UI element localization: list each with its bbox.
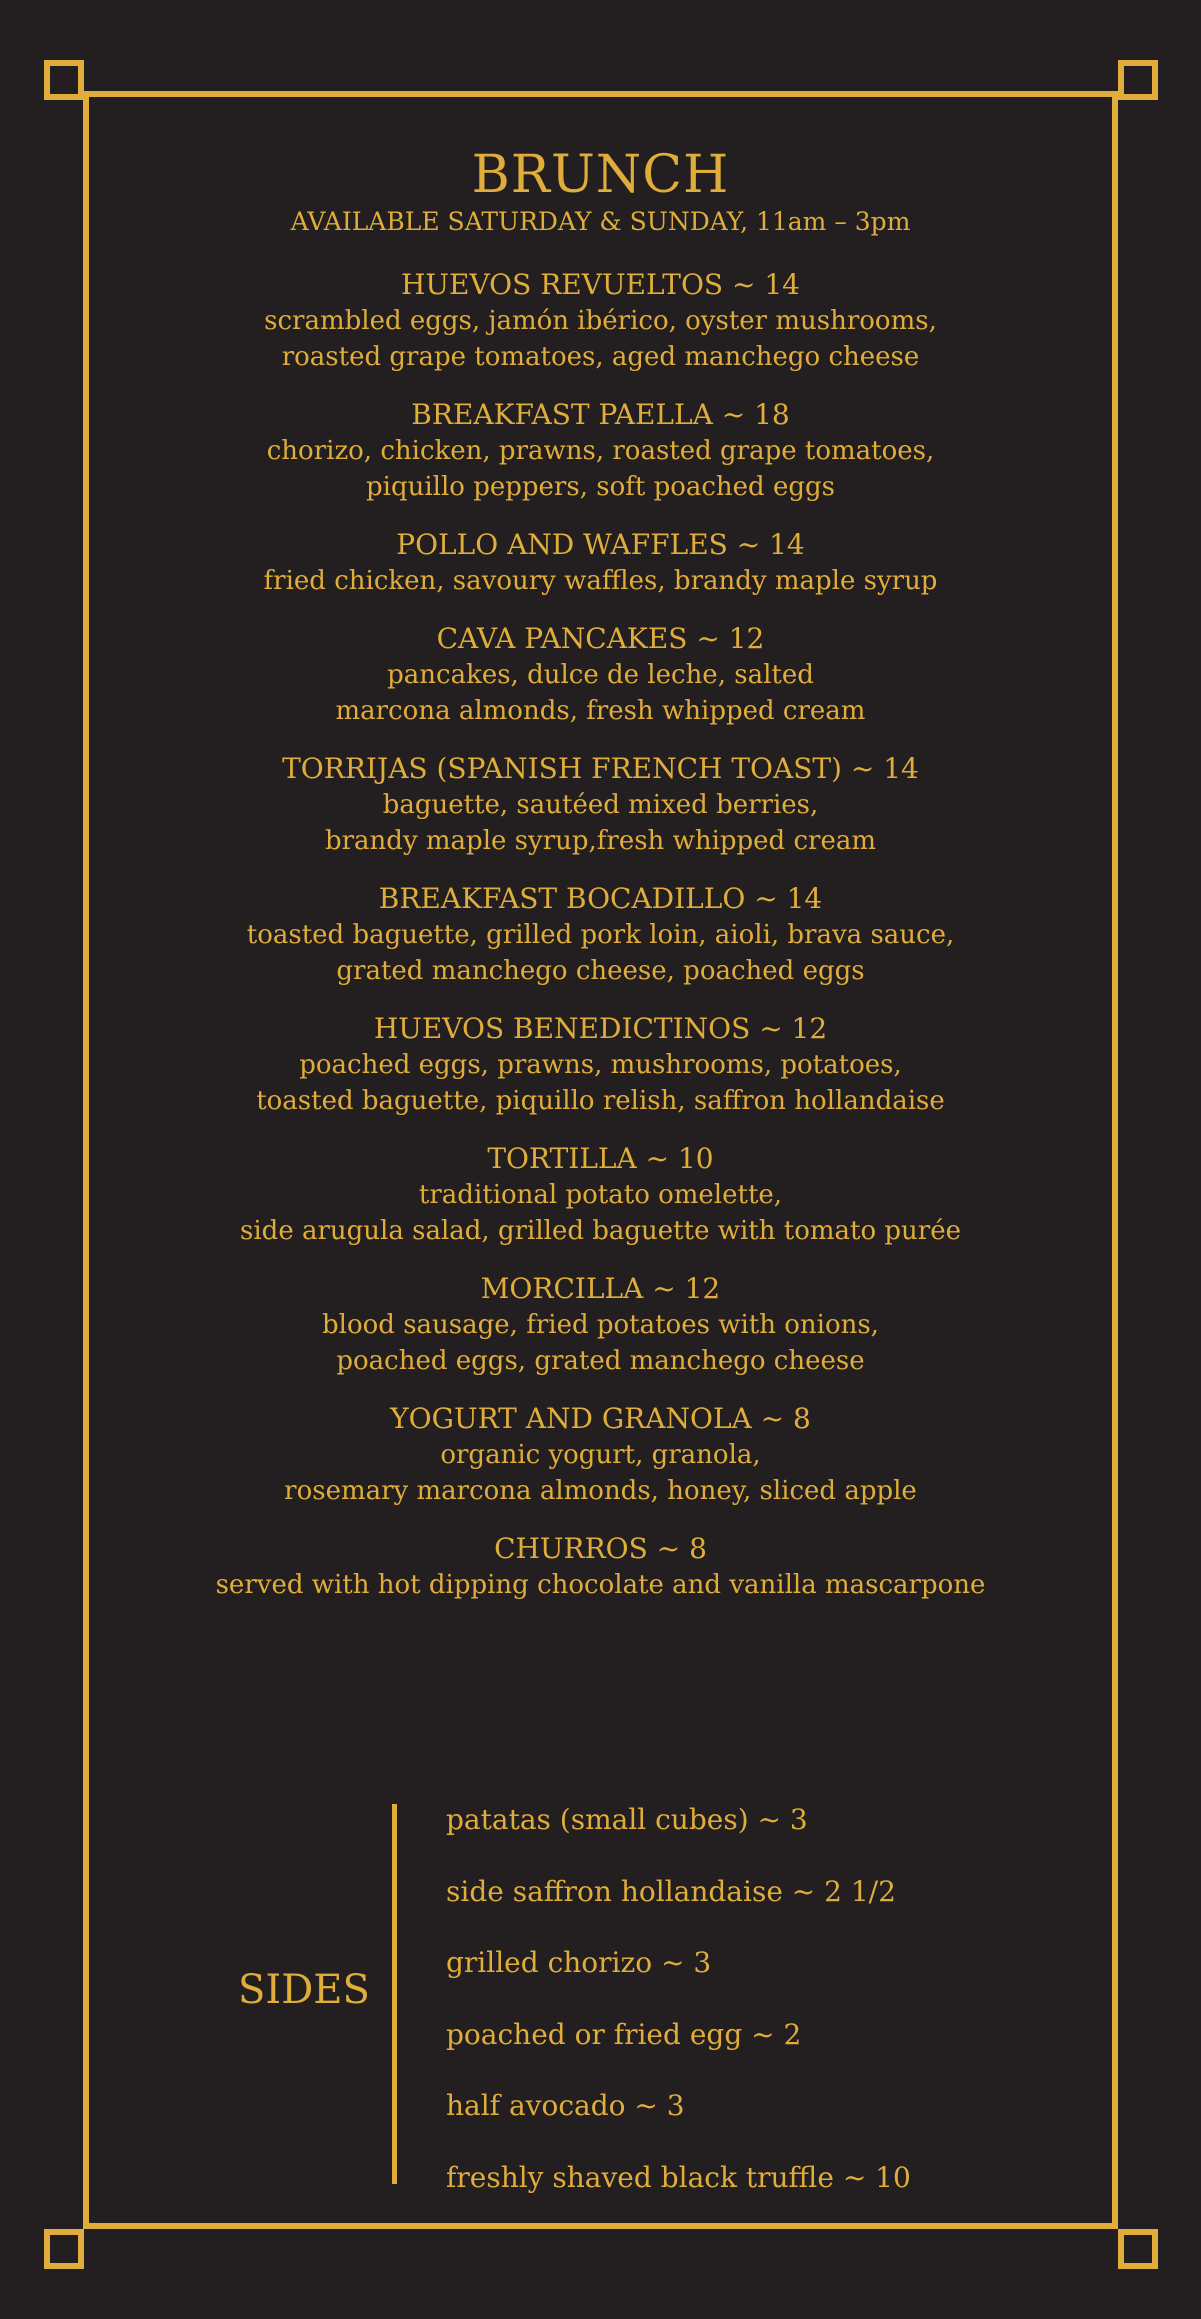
side-item: half avocado ~ 3 bbox=[446, 2089, 685, 2123]
menu-item-description: blood sausage, fried potatoes with onions, poached eggs, grated manchego cheese bbox=[322, 1310, 879, 1376]
menu-item-name: HUEVOS REVUELTOS ~ 14 bbox=[400, 268, 800, 301]
side-item: freshly shaved black truffle ~ 10 bbox=[446, 2160, 911, 2194]
menu-item-description: fried chicken, savoury waffles, brandy maple syrup bbox=[263, 566, 938, 596]
corner-ornament-top-right bbox=[1118, 60, 1158, 100]
sides-heading: SIDES bbox=[238, 1967, 370, 2013]
menu-item bbox=[100, 397, 1101, 505]
menu-item-name: TORTILLA ~ 10 bbox=[487, 1142, 714, 1175]
side-item: side saffron hollandaise ~ 2 1/2 bbox=[446, 1874, 896, 1908]
menu-item-name: MORCILLA ~ 12 bbox=[480, 1272, 721, 1305]
menu-item-name: TORRIJAS (SPANISH FRENCH TOAST) ~ 14 bbox=[282, 752, 919, 785]
menu-item-description: baguette, sautéed mixed berries, brandy maple syrup,fresh whipped cream bbox=[324, 790, 876, 856]
sides-section bbox=[0, 1800, 1201, 2194]
menu-availability: AVAILABLE SATURDAY & SUNDAY, 11am – 3pm bbox=[290, 207, 911, 236]
menu-item bbox=[100, 527, 1101, 599]
menu-item bbox=[100, 1401, 1101, 1509]
side-item: poached or fried egg ~ 2 bbox=[446, 2017, 802, 2051]
menu-item-name: HUEVOS BENEDICTINOS ~ 12 bbox=[373, 1012, 828, 1045]
menu-item bbox=[100, 621, 1101, 729]
menu-item bbox=[100, 267, 1101, 375]
menu-item-description: poached eggs, prawns, mushrooms, potatoes, toasted baguette, piquillo relish, saffron hollandaise bbox=[256, 1050, 945, 1116]
corner-ornament-top-left bbox=[44, 60, 84, 100]
side-item: grilled chorizo ~ 3 bbox=[446, 1946, 712, 1980]
menu-item-name: POLLO AND WAFFLES ~ 14 bbox=[396, 528, 805, 561]
menu-item-description: served with hot dipping chocolate and vanilla mascarpone bbox=[215, 1570, 986, 1600]
menu-item-name: CHURROS ~ 8 bbox=[494, 1532, 707, 1565]
corner-ornament-bottom-left bbox=[44, 2229, 84, 2269]
menu-item-description: scrambled eggs, jamón ibérico, oyster mushrooms, roasted grape tomatoes, aged manchego cheese bbox=[264, 306, 937, 372]
menu-item-description: traditional potato omelette, side arugula salad, grilled baguette with tomato purée bbox=[240, 1180, 961, 1246]
menu-item-description: chorizo, chicken, prawns, roasted grape tomatoes, piquillo peppers, soft poached eggs bbox=[266, 436, 935, 502]
menu-item-description: pancakes, dulce de leche, salted marcona almonds, fresh whipped cream bbox=[335, 660, 866, 726]
menu-item-name: CAVA PANCAKES ~ 12 bbox=[436, 622, 765, 655]
menu-item bbox=[100, 1141, 1101, 1249]
menu-item bbox=[100, 1271, 1101, 1379]
menu-item bbox=[100, 751, 1101, 859]
menu-item-name: BREAKFAST BOCADILLO ~ 14 bbox=[378, 882, 823, 915]
side-item: patatas (small cubes) ~ 3 bbox=[446, 1803, 808, 1836]
sides-divider bbox=[392, 1804, 397, 2184]
menu-item bbox=[100, 1011, 1101, 1119]
menu-content bbox=[100, 145, 1101, 1625]
menu-item-name: BREAKFAST PAELLA ~ 18 bbox=[411, 398, 790, 431]
menu-item bbox=[100, 881, 1101, 989]
corner-ornament-bottom-right bbox=[1118, 2229, 1158, 2269]
menu-item-description: organic yogurt, granola, rosemary marcona almonds, honey, sliced apple bbox=[284, 1440, 917, 1506]
menu-title: BRUNCH bbox=[471, 145, 730, 205]
menu-item-description: toasted baguette, grilled pork loin, aioli, brava sauce, grated manchego cheese, poached eggs bbox=[246, 920, 955, 986]
menu-item bbox=[100, 1531, 1101, 1603]
menu-item-name: YOGURT AND GRANOLA ~ 8 bbox=[390, 1402, 811, 1435]
sides-list bbox=[446, 1800, 911, 2230]
